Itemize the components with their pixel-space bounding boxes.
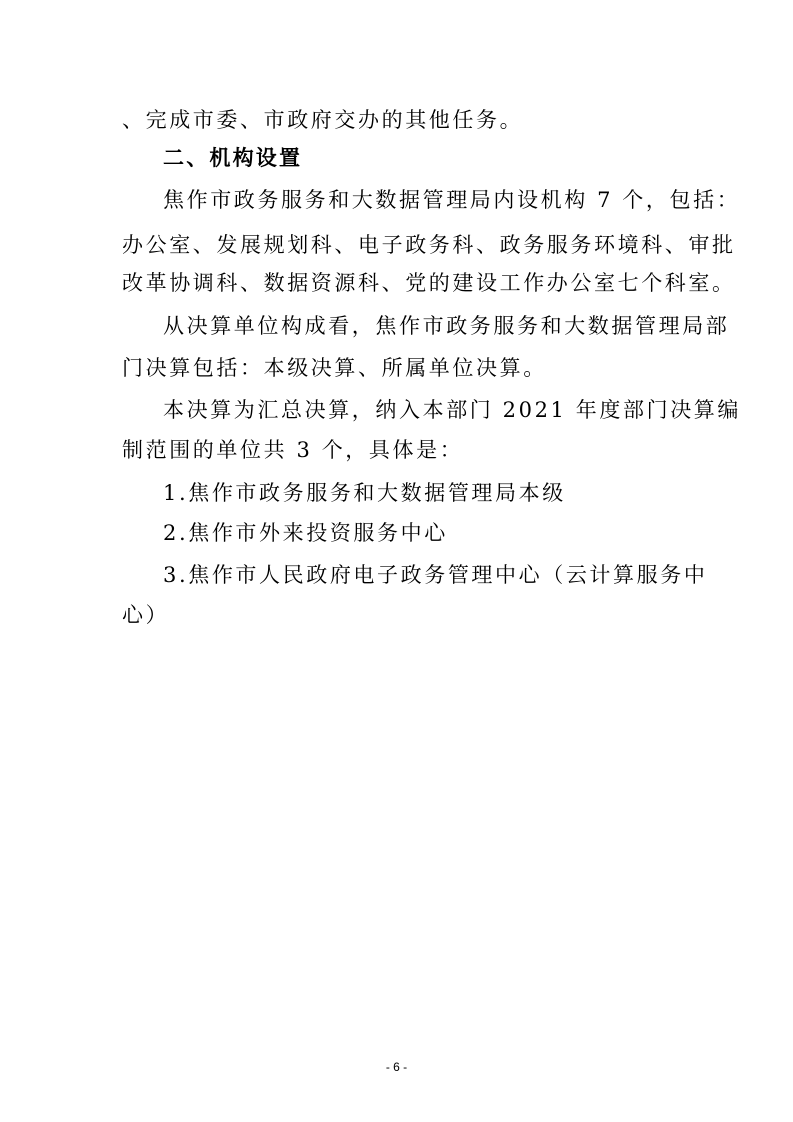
paragraph-summary-budget: 本决算为汇总决算，纳入本部门 2021 年度部门决算编: [163, 398, 741, 422]
paragraph-budget-units: 从决算单位构成看，焦作市政务服务和大数据管理局部: [163, 314, 730, 338]
paragraph-internal-departments-cont-1: 办公室、发展规划科、电子政务科、政务服务环境科、审批: [122, 233, 736, 257]
page-number: - 6 -: [385, 1060, 408, 1074]
paragraph-budget-units-cont: 门决算包括：本级决算、所属单位决算。: [122, 356, 547, 380]
paragraph-internal-departments: 焦作市政务服务和大数据管理局内设机构 7 个，包括：: [163, 188, 741, 212]
paragraph-internal-departments-cont-2: 改革协调科、数据资源科、党的建设工作办公室七个科室。: [122, 271, 736, 295]
list-item-1: 1.焦作市政务服务和大数据管理局本级: [163, 481, 566, 505]
list-item-3: 3.焦作市人民政府电子政务管理中心（云计算服务中: [163, 563, 708, 587]
paragraph-summary-budget-cont: 制范围的单位共 3 个，具体是：: [122, 438, 464, 462]
list-item-2: 2.焦作市外来投资服务中心: [163, 521, 448, 545]
list-item-3-cont: 心）: [122, 603, 170, 627]
section-heading-organization: 二、机构设置: [163, 146, 303, 170]
text-line-continuation: 、完成市委、市政府交办的其他任务。: [122, 108, 524, 132]
